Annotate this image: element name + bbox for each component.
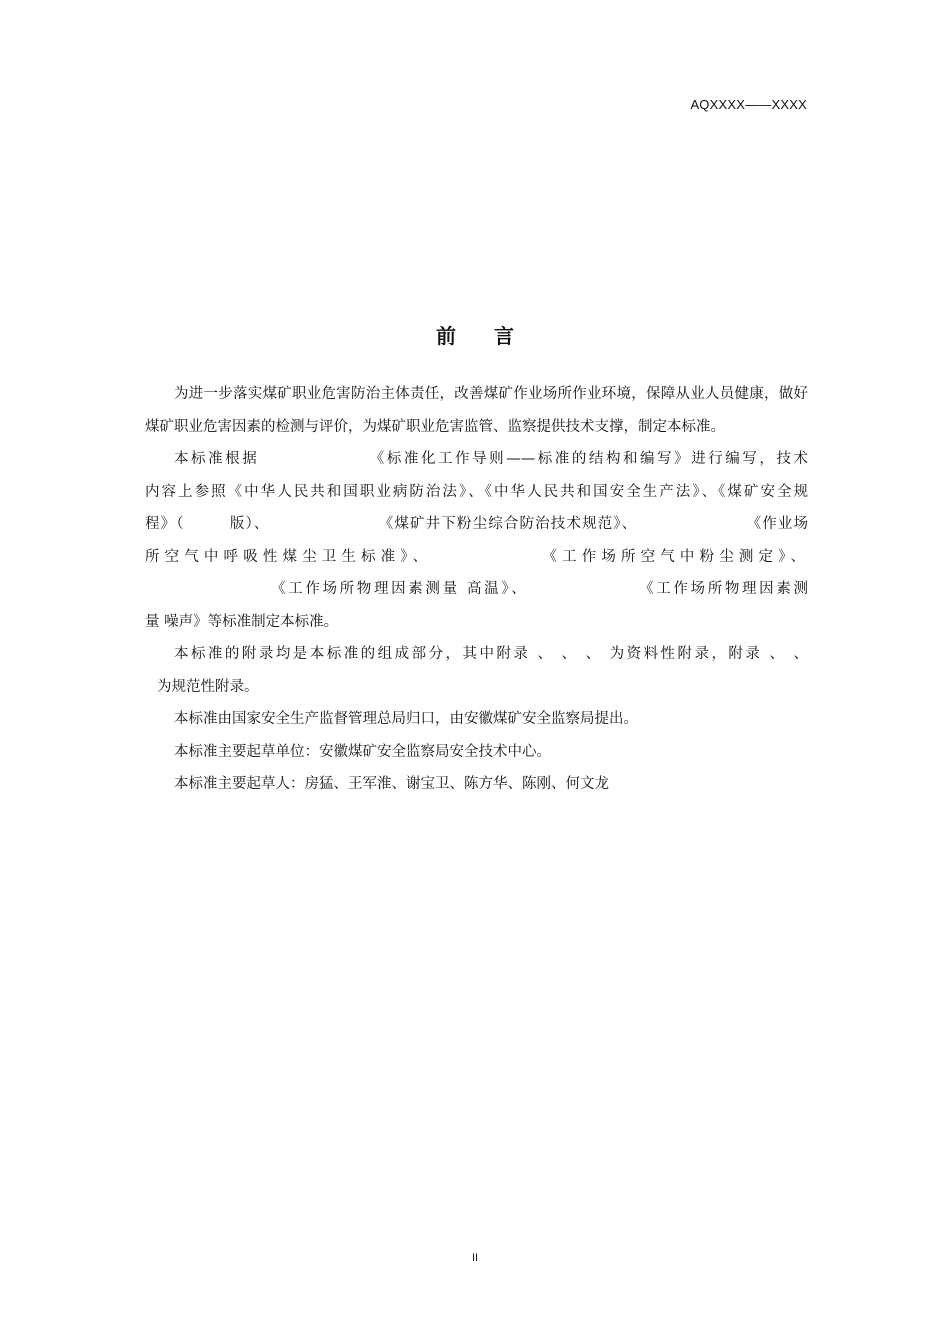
paragraph-authority: 本标准由国家安全生产监督管理总局归口，由安徽煤矿安全监察局提出。	[174, 711, 638, 727]
references-line-2: 内容上参照《中华人民共和国职业病防治法》、《中华人民共和国安全生产法》、《煤矿安全规	[145, 483, 808, 500]
paragraph-appendix	[145, 638, 808, 703]
references-line-4	[145, 541, 808, 574]
references-text: 《标准化工作导则——标准的结构和编写》进行编写，技术	[367, 451, 808, 467]
appendix-line-1: 本标准的附录均是本标准的组成部分，其中附录 、 、 、 为资料性附录，附录 、 、	[174, 646, 808, 662]
references-text: 程》（	[145, 516, 185, 532]
page-title: 前言	[436, 324, 552, 348]
references-text: 《工作场所物理因素测	[636, 581, 808, 597]
references-line-1	[145, 443, 808, 476]
references-text: 本标准根据	[174, 451, 260, 467]
references-text: 版）、	[228, 516, 270, 532]
references-line-3	[145, 508, 808, 541]
appendix-line-2: 为规范性附录。	[157, 678, 259, 695]
references-line-5	[145, 573, 808, 606]
document-code: AQXXXX——XXXX	[690, 97, 807, 112]
page-number: II	[471, 1252, 479, 1264]
paragraph-drafters: 本标准主要起草人：房猛、王军淮、谢宝卫、陈方华、陈刚、何文龙	[174, 776, 609, 792]
references-text: 所空气中呼吸性煤尘卫生标准》、	[145, 548, 433, 565]
paragraph-drafting-unit: 本标准主要起草单位：安徽煤矿安全监察局安全技术中心。	[174, 743, 551, 760]
references-line-6: 量 噪声》等标准制定本标准。	[145, 613, 339, 630]
references-text: 《工作场所空气中粉尘测定》、	[540, 548, 809, 565]
references-text: 《作业场	[745, 516, 809, 532]
document-body	[145, 378, 808, 801]
paragraph-purpose: 为进一步落实煤矿职业危害防治主体责任，改善煤矿作业场所作业环境，保障从业人员健康，做好煤矿职业危害因素的检测与评价，为煤矿职业危害监管、监察提供技术支撑，制定本标准。	[145, 386, 808, 435]
paragraph-references	[145, 443, 808, 638]
references-text: 《工作场所物理因素测量 高温》、	[271, 581, 529, 597]
references-text: 《煤矿井下粉尘综合防治技术规范》、	[377, 516, 638, 532]
